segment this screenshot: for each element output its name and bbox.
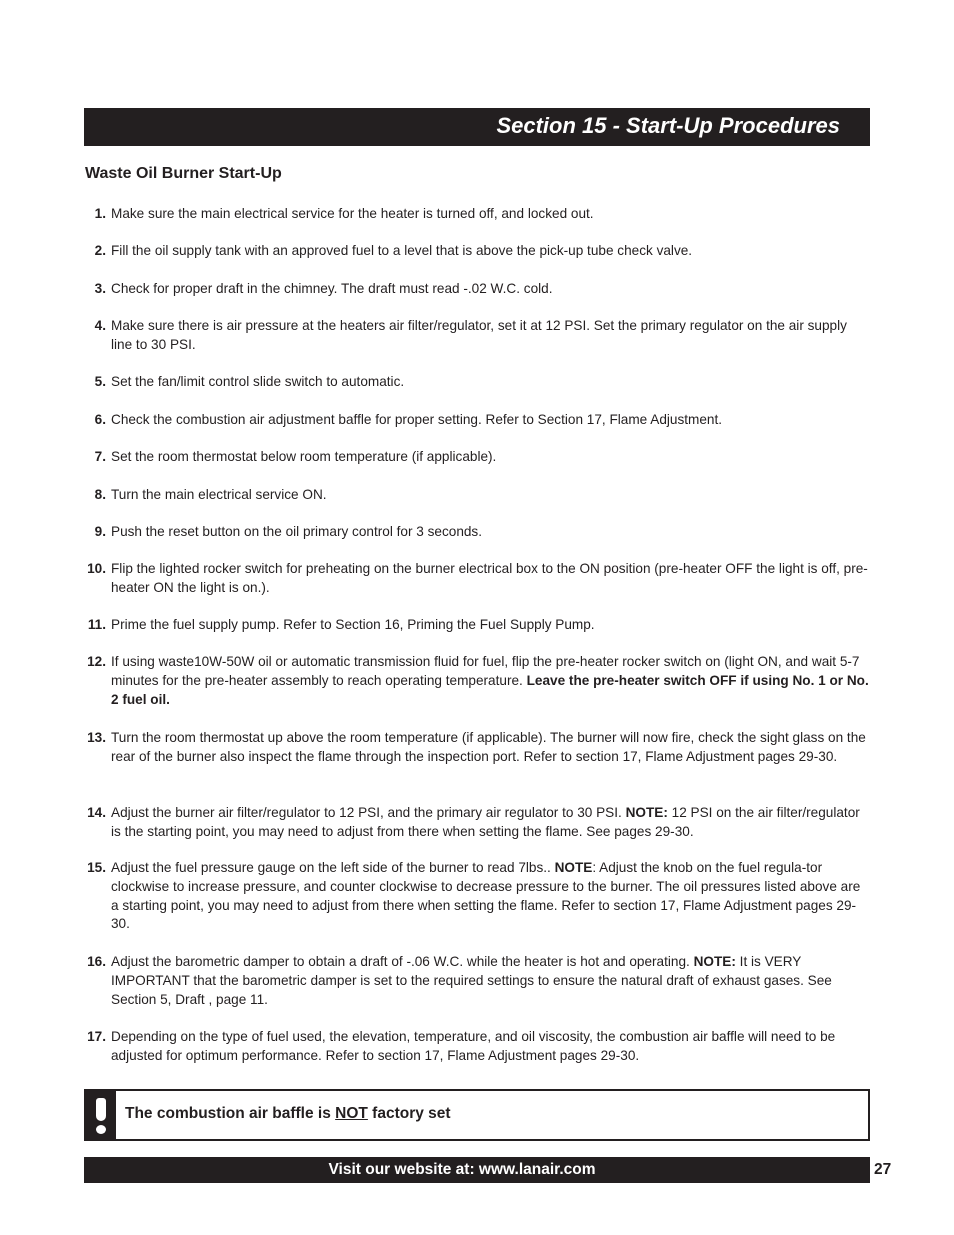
step-number: 15. xyxy=(87,860,106,875)
subheading: Waste Oil Burner Start-Up xyxy=(85,165,282,182)
step-text-part: 12 PSI on the air filter/regulator is the starting point, you may need to adjust from there when setting the flame. See pages 29-30. xyxy=(111,805,860,839)
warning-text xyxy=(125,1104,451,1124)
step-text: Turn the main electrical service ON. xyxy=(111,487,327,502)
step-number: 17. xyxy=(87,1029,106,1044)
step-text xyxy=(111,804,870,842)
step-number: 10. xyxy=(87,561,106,576)
warning-text-part: factory set xyxy=(367,1105,451,1122)
note-label: NOTE xyxy=(554,860,593,875)
note-label: NOTE: xyxy=(625,805,668,820)
step-text: Set the room thermostat below room temperature (if applicable). xyxy=(111,449,497,464)
exclamation-icon xyxy=(86,1091,116,1139)
footer-bar xyxy=(84,1157,870,1183)
step-2 xyxy=(84,242,870,261)
step-text xyxy=(111,953,870,1009)
warning-box xyxy=(84,1089,870,1141)
step-text: Set the fan/limit control slide switch to automatic. xyxy=(111,374,405,389)
step-text: Depending on the type of fuel used, the elevation, temperature, and oil viscosity, the combustion air baffle will need to be adjusted for optimum performance. Refer to section 17, Flame Adjustment pages 29-30. xyxy=(111,1029,836,1063)
step-11 xyxy=(84,616,870,635)
step-text-part: If using waste10W-50W oil or automatic transmission fluid for fuel, flip the pre-heater rocker switch on (light ON, and wait 5-7 minutes for the pre-heater assembly to reach operating temperature. xyxy=(111,654,860,688)
step-7 xyxy=(84,448,870,467)
step-5 xyxy=(84,373,870,392)
step-number: 6. xyxy=(94,412,106,427)
step-number: 16. xyxy=(87,954,106,969)
step-text-part: : Adjust the knob on the fuel regula-tor clockwise to increase pressure, and counter clockwise to decrease pressure to the burner. The oil pressures listed above are a starting point, you may need to adjust from there when setting the flame. Refer to section 17, Flame Adjustment pages 29-30. xyxy=(111,860,861,932)
step-9 xyxy=(84,523,870,542)
step-text: Push the reset button on the oil primary control for 3 seconds. xyxy=(111,524,483,539)
step-17 xyxy=(84,1028,870,1066)
step-text-part: Adjust the barometric damper to obtain a draft of -.06 W.C. while the heater is hot and operating. xyxy=(111,954,694,969)
section-header-bar xyxy=(84,108,870,146)
step-text-part: Adjust the fuel pressure gauge on the left side of the burner to read 7lbs.. xyxy=(111,860,555,875)
step-text: Turn the room thermostat up above the room temperature (if applicable). The burner will now fire, check the sight glass on the rear of the burner also inspect the flame through the inspection port. Refer to section 17, Flame Adjustment pages 29-30. xyxy=(111,730,866,764)
step-text: Make sure there is air pressure at the heaters air filter/regulator, set it at 12 PSI. Set the primary regulator on the air supply line to 30 PSI. xyxy=(111,318,847,352)
step-number: 12. xyxy=(87,654,106,669)
step-text: Check the combustion air adjustment baffle for proper setting. Refer to Section 17, Flame Adjustment. xyxy=(111,412,723,427)
emphasis-text: Leave the pre-heater switch OFF if using No. 1 or No. 2 fuel oil. xyxy=(111,672,869,707)
step-12 xyxy=(84,653,870,709)
step-text-part: Adjust the burner air filter/regulator to 12 PSI, and the primary air regulator to 30 PSI. xyxy=(111,805,626,820)
step-number: 5. xyxy=(94,374,106,389)
page-number: 27 xyxy=(874,1161,892,1178)
step-number: 9. xyxy=(94,524,106,539)
warning-text-part: The combustion air baffle is xyxy=(125,1105,336,1122)
step-text: Flip the lighted rocker switch for preheating on the burner electrical box to the ON position (pre-heater OFF the light is off, pre-heater ON the light is on.). xyxy=(111,561,868,595)
step-text-part: It is VERY IMPORTANT that the barometric damper is set to the required settings to ensure the natural draft of exhaust gases. See Section 5, Draft , page 11. xyxy=(111,954,832,1007)
footer-website-text: Visit our website at: www.lanair.com xyxy=(328,1161,596,1178)
step-text xyxy=(111,653,870,709)
step-number: 11. xyxy=(87,617,106,632)
step-number: 13. xyxy=(87,730,106,745)
step-14 xyxy=(84,804,870,842)
warning-emphasis: NOT xyxy=(335,1105,368,1122)
step-4 xyxy=(84,317,870,355)
step-text: Prime the fuel supply pump. Refer to Section 16, Priming the Fuel Supply Pump. xyxy=(111,617,595,632)
step-text xyxy=(111,859,870,934)
step-13 xyxy=(84,729,870,767)
step-number: 3. xyxy=(94,281,106,296)
step-number: 4. xyxy=(94,318,106,333)
note-label: NOTE: xyxy=(693,954,736,969)
step-1 xyxy=(84,205,870,224)
step-number: 1. xyxy=(94,206,106,221)
step-16 xyxy=(84,953,870,1009)
step-text: Make sure the main electrical service for the heater is turned off, and locked out. xyxy=(111,206,594,221)
step-15 xyxy=(84,859,870,934)
section-title: Section 15 - Start-Up Procedures xyxy=(496,113,840,138)
step-8 xyxy=(84,486,870,505)
step-text: Check for proper draft in the chimney. The draft must read -.02 W.C. cold. xyxy=(111,281,553,296)
step-10 xyxy=(84,560,870,598)
step-6 xyxy=(84,411,870,430)
step-number: 8. xyxy=(94,487,106,502)
step-text: Fill the oil supply tank with an approved fuel to a level that is above the pick-up tube check valve. xyxy=(111,243,693,258)
step-number: 7. xyxy=(94,449,106,464)
step-number: 2. xyxy=(94,243,106,258)
step-number: 14. xyxy=(87,805,106,820)
step-3 xyxy=(84,280,870,299)
